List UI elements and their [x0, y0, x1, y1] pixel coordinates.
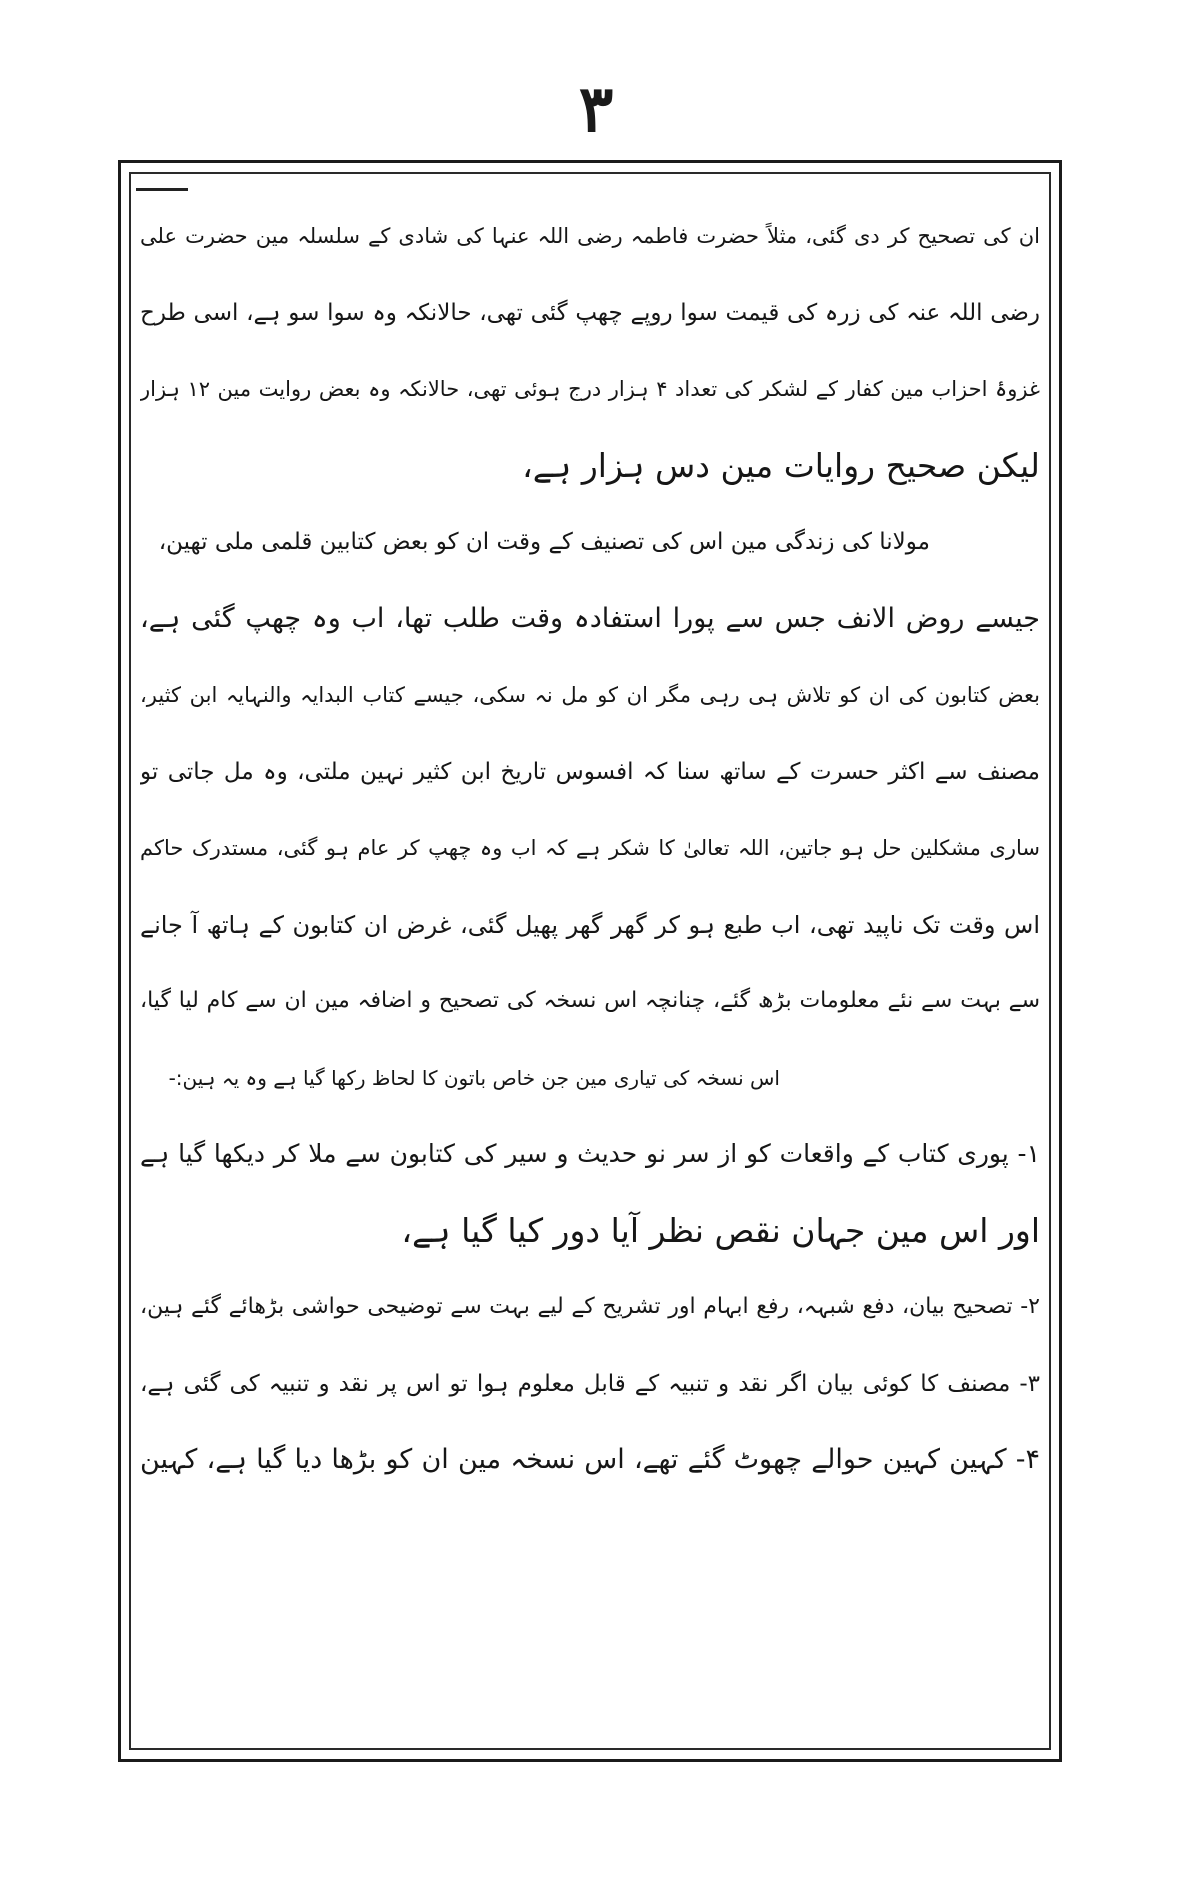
list-item: ۴- کہین کہین حوالے چھوٹ گئے تھے، اس نسخہ مین ان کو بڑھا دیا گیا ہے، کہین: [140, 1444, 1040, 1475]
text-line: ان کی تصحیح کر دی گئی، مثلاً حضرت فاطمہ رضی اللہ عنہا کی شادی کے سلسلہ مین حضرت علی: [140, 224, 1040, 248]
text-line: مولانا کی زندگی مین اس کی تصنیف کے وقت ان کو بعض کتابین قلمی ملی تھین،: [158, 529, 930, 555]
text-line: لیکن صحیح روایات مین دس ہزار ہے،: [522, 445, 1040, 485]
text-line: جیسے روض الانف جس سے پورا استفادہ وقت طلب تھا، اب وہ چھپ گئی ہے،: [140, 602, 1040, 634]
text-line: اور اس مین جہان نقص نظر آیا دور کیا گیا ہے،: [401, 1210, 1040, 1250]
text-line: سے بہت سے نئے معلومات بڑھ گئے، چنانچہ اس نسخہ کی تصحیح و اضافہ مین ان سے کام لیا گیا،: [140, 988, 1040, 1013]
text-line: غزوۂ احزاب مین کفار کے لشکر کی تعداد ۴ ہزار درج ہوئی تھی، حالانکہ وہ بعض روایت مین ۱۲ ہزار: [140, 377, 1040, 401]
text-line: ساری مشکلین حل ہو جاتین، اللہ تعالیٰ کا شکر ہے کہ اب وہ چھپ کر عام ہو گئی، مستدرک حاکم: [140, 836, 1040, 860]
corner-rule: [136, 188, 188, 191]
list-item: ۱- پوری کتاب کے واقعات کو از سر نو حدیث و سیر کی کتابون سے ملا کر دیکھا گیا ہے: [140, 1139, 1040, 1168]
text-line: رضی اللہ عنہ کی زرہ کی قیمت سوا روپے چھپ گئی تھی، حالانکہ وہ سوا سو ہے، اسی طرح: [140, 299, 1040, 326]
text-line: بعض کتابون کی ان کو تلاش ہی رہی مگر ان کو مل نہ سکی، جیسے کتاب البدایہ والنہایہ ابن کثیر،: [140, 683, 1040, 707]
text-line: اس وقت تک ناپید تھی، اب طبع ہو کر گھر گھر پھیل گئی، غرض ان کتابون کے ہاتھ آ جانے: [140, 910, 1040, 939]
list-item: ۲- تصحیح بیان، دفع شبہہ، رفع ابہام اور تشریح کے لیے بہت سے توضیحی حواشی بڑھائے گئے ہین،: [140, 1294, 1040, 1319]
text-body: [140, 198, 1040, 1728]
text-line: اس نسخہ کی تیاری مین جن خاص باتون کا لحاظ رکھا گیا ہے وہ یہ ہین:-: [168, 1065, 780, 1090]
text-line: مصنف سے اکثر حسرت کے ساتھ سنا کہ افسوس تاریخ ابن کثیر نہین ملتی، وہ مل جاتی تو: [140, 758, 1040, 785]
page-number: ۳: [578, 72, 614, 147]
list-item: ۳- مصنف کا کوئی بیان اگر نقد و تنبیہ کے قابل معلوم ہوا تو اس پر نقد و تنبیہ کی گئی ہے،: [140, 1370, 1040, 1397]
